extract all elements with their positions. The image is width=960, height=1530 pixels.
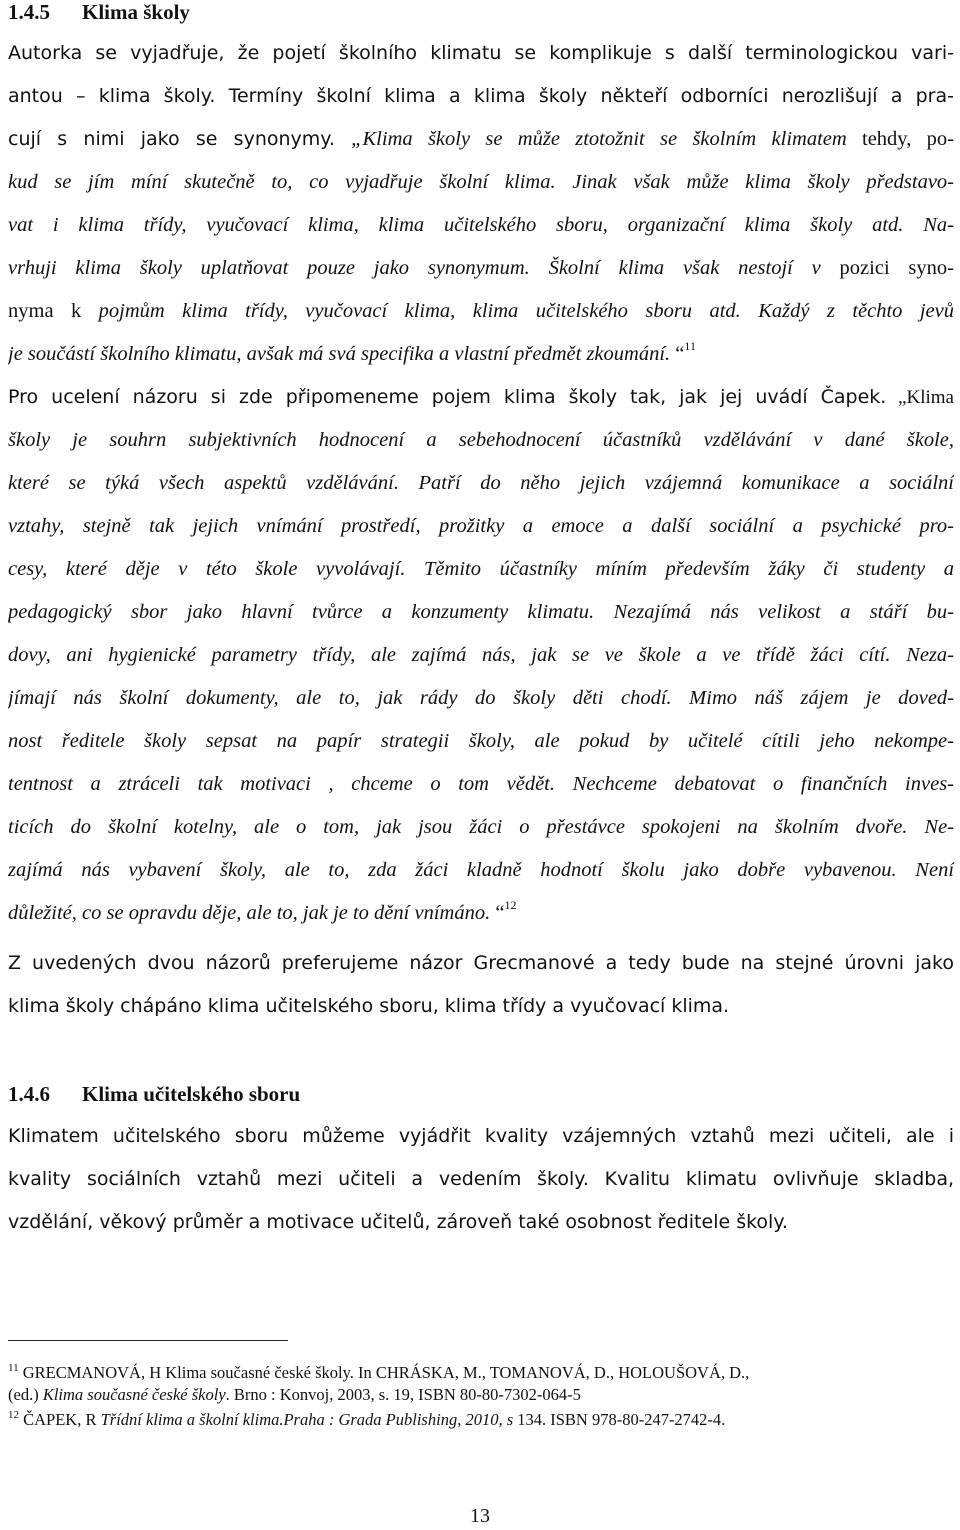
text-line	[8, 548, 954, 591]
footnote-line	[8, 1362, 954, 1384]
quote-run: Každý z těchto jevů	[740, 300, 954, 322]
text-line	[8, 1201, 954, 1244]
section-heading-1-4-5	[8, 0, 190, 25]
footnote-12	[8, 1409, 954, 1431]
text-line	[8, 118, 954, 161]
paragraph-2	[8, 376, 954, 935]
text-line	[8, 1115, 954, 1158]
text-line	[8, 290, 954, 333]
text-line	[8, 204, 954, 247]
quote-run: vrhuji klima školy uplatňovat pouze jako synonymum.	[8, 257, 530, 279]
text-line	[8, 806, 954, 849]
quote-run: vztahy, stejně tak jejich vnímání prostředí, prožitky a emoce a další sociální a psychické pro-	[8, 515, 954, 537]
text-line	[8, 462, 954, 505]
footnote-title: Třídní klima a školní klima.Praha : Grada Publishing, 2010, s	[100, 1410, 514, 1429]
text-run: kvality sociálních vztahů mezi učiteli a vedením školy. Kvalitu klimatu ovlivňuje skladba,	[8, 1168, 954, 1190]
quote-run: které se týká všech aspektů vzdělávání.	[8, 472, 399, 494]
footnote-line	[8, 1384, 954, 1406]
quote-run: Neza-	[890, 644, 954, 666]
quote-run: Na-	[903, 214, 954, 236]
quote-run: nost ředitele školy sepsat na papír strategii školy, ale pokud by učitelé cítili jeho nekompe-	[8, 730, 954, 752]
text-line	[8, 1158, 954, 1201]
quote-run: cesy, které děje v této škole vyvolávají.	[8, 558, 406, 580]
text-line	[8, 161, 954, 204]
footnote-ref-12[interactable]: 12	[504, 898, 517, 912]
text-run: antou – klima školy. Termíny školní klima a klima školy někteří odborníci nerozlišují a pra-	[8, 85, 954, 107]
section-title: Klima učitelského sboru	[82, 1082, 301, 1106]
quote-run: Nechceme debatovat o finančních inves-	[555, 773, 954, 795]
quote-run: Těmito účastníky míním především žáky či studenty a	[405, 558, 954, 580]
text-run: Klimatem učitelského sboru můžeme vyjádřit kvality vzájemných vztahů mezi učiteli, ale i	[8, 1125, 954, 1147]
text-run: cují s nimi jako se synonymy.	[8, 128, 352, 150]
text-run: Z uvedených dvou názorů preferujeme názor Grecmanové a tedy bude na stejné úrovni jako	[8, 952, 954, 974]
quote-run: Není	[896, 859, 954, 881]
text-line	[8, 591, 954, 634]
text-line	[8, 942, 954, 985]
quote-run: tentnost a ztráceli tak motivaci , chceme o tom vědět.	[8, 773, 555, 795]
text-line	[8, 677, 954, 720]
text-run: vzdělání, věkový průměr a motivace učitelů, zároveň také osobnost ředitele školy.	[8, 1211, 788, 1233]
paragraph-4	[8, 1115, 954, 1244]
quote-run: Nezajímá nás velikost a stáří bu-	[594, 601, 954, 623]
footnote-number: 12	[8, 1409, 19, 1421]
quote-run: „Klima školy se může ztotožnit se školním klimatem	[351, 128, 847, 150]
footnote-title: Klima současné české školy	[42, 1385, 226, 1404]
footnote-text: . Brno : Konvoj, 2003, s. 19, ISBN 80-80-7302-064-5	[225, 1385, 581, 1404]
section-number: 1.4.6	[8, 1082, 50, 1106]
footnote-number: 11	[8, 1362, 19, 1374]
quote-run: je součástí školního klimatu, avšak má svá specifika a vlastní předmět zkoumání.	[8, 343, 671, 365]
text-run: Pro ucelení názoru si zde připomeneme pojem klima školy tak, jak jej uvádí Čapek.	[8, 386, 887, 408]
text-run: klima školy chápáno klima učitelského sboru, klima třídy a vyučovací klima.	[8, 995, 730, 1017]
footnote-separator	[8, 1340, 288, 1341]
footnote-text: 134. ISBN 978-80-247-2742-4.	[513, 1410, 726, 1429]
footnote-text: GRECMANOVÁ, H Klima současné české školy. In CHRÁSKA, M., TOMANOVÁ, D., HOLOUŠOVÁ, D.,	[18, 1363, 750, 1382]
quote-run: kud se jím míní skutečně to, co vyjadřuje školní klima.	[8, 171, 556, 193]
text-line	[8, 720, 954, 763]
quote-run: ticích do školní kotelny, ale o tom, jak jsou žáci o přestávce spokojeni na školním dvoře.	[8, 816, 908, 838]
text-line	[8, 376, 954, 419]
text-line	[8, 985, 954, 1028]
section-title: Klima školy	[82, 0, 190, 24]
text-line	[8, 247, 954, 290]
paragraph-3	[8, 942, 954, 1028]
quote-run: vat i klima třídy, vyučovací klima, klima učitelského sboru, organizační klima školy atd.	[8, 214, 904, 236]
footnote-11	[8, 1362, 954, 1406]
text-line	[8, 32, 954, 75]
quote-run: jímají nás školní dokumenty, ale to, jak rády do školy děti chodí.	[8, 687, 672, 709]
footnote-text: (ed.)	[8, 1385, 43, 1404]
text-line	[8, 849, 954, 892]
quote-run: pojmům klima třídy, vyučovací klima, klima učitelského sboru atd.	[81, 300, 741, 322]
quote-run: Patří do něho jejich vzájemná komunikace a sociální	[398, 472, 954, 494]
text-line	[8, 75, 954, 118]
text-run: pozici syno-	[820, 257, 954, 279]
text-line	[8, 763, 954, 806]
footnote-text: ČAPEK, R	[19, 1410, 101, 1429]
quote-run: Školní klima však nestojí v	[529, 257, 821, 279]
section-number: 1.4.5	[8, 0, 50, 24]
text-run: „Klima	[886, 387, 954, 408]
text-run: tehdy, po-	[846, 128, 954, 150]
quote-run: školy je souhrn subjektivních hodnocení a sebehodnocení účastníků vzdělávání v dané škole,	[8, 429, 954, 451]
quote-run: Mimo náš zájem je doved-	[671, 687, 954, 709]
quote-run: Ne-	[907, 816, 954, 838]
quote-run: Jinak však může klima školy představo-	[555, 171, 954, 193]
quote-run: pedagogický sbor jako hlavní tvůrce a konzumenty klimatu.	[8, 601, 595, 623]
text-line	[8, 419, 954, 462]
text-run: nyma k	[8, 300, 82, 322]
paragraph-1	[8, 32, 954, 376]
footnote-ref-11[interactable]: 11	[684, 339, 696, 353]
quote-run: dovy, ani hygienické parametry třídy, ale zajímá nás, jak se ve škole a ve třídě žáci cítí.	[8, 644, 891, 666]
quote-run: důležité, co se opravdu děje, ale to, jak je to dění vnímáno.	[8, 902, 491, 924]
text-run: Autorka se vyjadřuje, že pojetí školního klimatu se komplikuje s další terminologickou vari-	[8, 42, 954, 64]
footnote-line	[8, 1409, 954, 1431]
closing-quote: “	[670, 343, 685, 365]
text-line	[8, 634, 954, 677]
quote-run: zajímá nás vybavení školy, ale to, zda žáci kladně hodnotí školu jako dobře vybavenou.	[8, 859, 897, 881]
section-heading-1-4-6	[8, 1082, 300, 1107]
text-line	[8, 333, 954, 376]
closing-quote: “	[490, 902, 505, 924]
text-line	[8, 505, 954, 548]
page-number: 13	[470, 1505, 490, 1527]
text-line	[8, 892, 954, 935]
